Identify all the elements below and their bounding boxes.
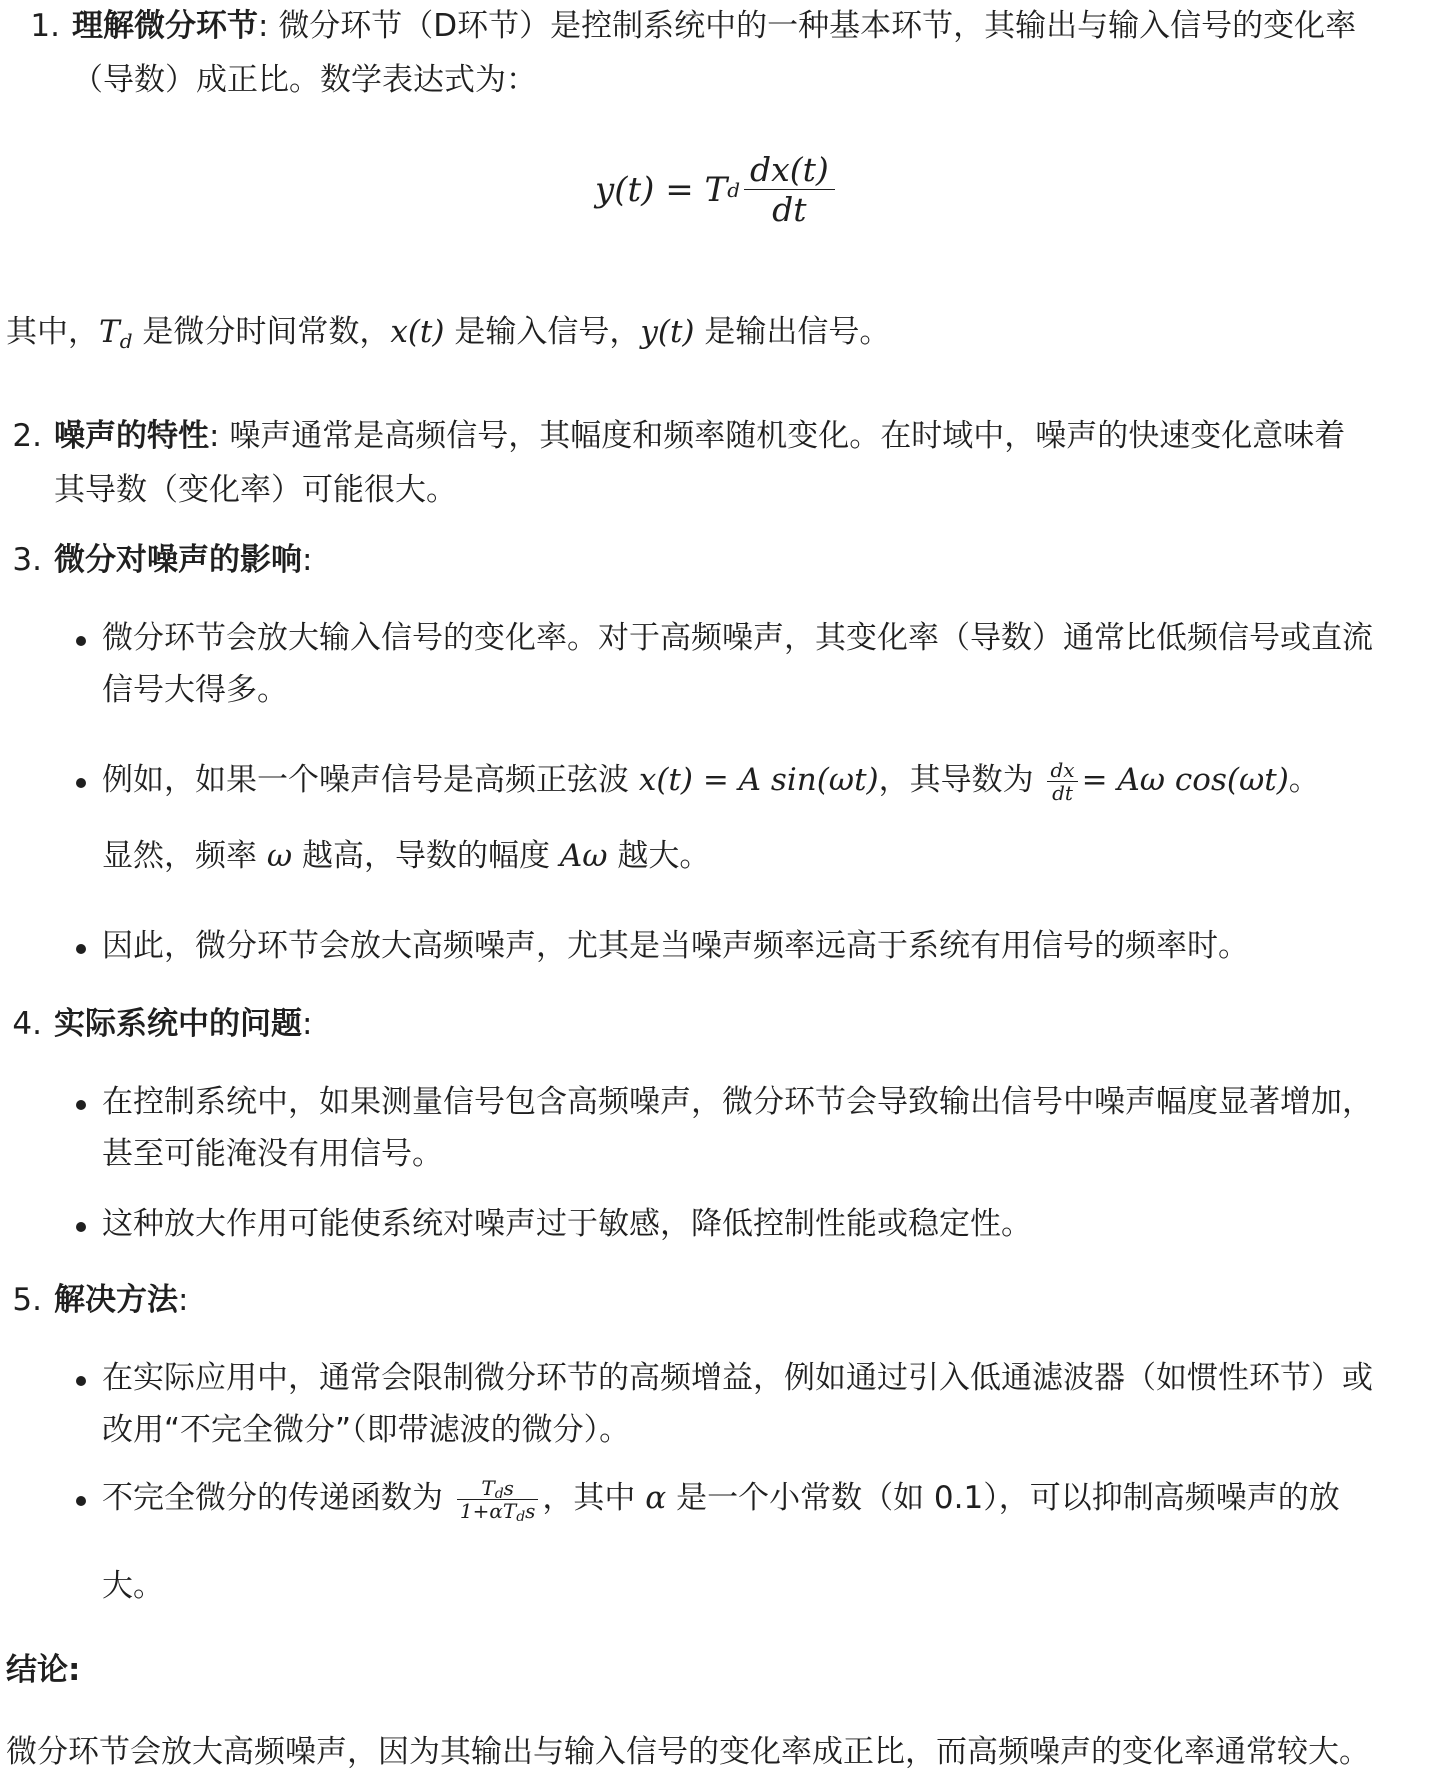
item-3-b2-d: 显然，频率 [102,838,267,874]
item-3-bullet-2-line-2 [102,830,710,882]
item-4-title: 实际系统中的问题 [54,1006,302,1042]
bullet-4-1 [76,1100,86,1110]
item-5-b2-fd-sub: d [516,1509,526,1525]
conclusion-heading: 结论: [6,1652,81,1688]
list-number-2: 2. [12,418,42,454]
item-4-colon: : [302,1006,313,1042]
item-5-b2-fraction [457,1476,539,1525]
item-3-b2-fraction [1047,759,1077,804]
equation-fraction [744,150,835,229]
item-5-title: 解决方法 [54,1282,178,1318]
item-4-bullet-1-line-1: 在控制系统中，如果测量信号包含高频噪声，微分环节会导致输出信号中噪声幅度显著增加， [102,1084,1373,1120]
item-5-b2-fn-t: T [481,1476,495,1500]
bullet-3-3 [76,944,86,954]
item-5-line-1 [54,1274,188,1326]
item-3-b2-m2: = Aω cos(ωt) [1081,762,1289,798]
equation-lhs: y(t) = T [595,169,728,210]
bullet-3-1 [76,636,86,646]
item-3-bullet-2-line-1 [102,754,1320,806]
item-1-line-1 [72,0,1356,52]
item-5-bullet-2-line-1 [102,1472,1340,1524]
item-2-colon: : [209,418,220,454]
list-number-1: 1. [30,8,60,44]
item-5-bullet-2-line-2: 大。 [102,1568,164,1604]
item-3-b2-m1: x(t) = A sin(ωt) [638,762,879,798]
explanation-td: T [99,314,120,350]
item-5-bullet-1-line-2: 改用“不完全微分”（即带滤波的微分）。 [102,1412,631,1448]
list-number-3: 3. [12,542,42,578]
item-5-b2-fraction-den [457,1499,539,1525]
item-3-bullet-1-line-1: 微分环节会放大输入信号的变化率。对于高频噪声，其变化率（导数）通常比低频信号或直流 [102,620,1373,656]
bullet-5-1 [76,1376,86,1386]
item-3-b2-aw: Aω [559,838,608,874]
item-2-line-1 [54,410,1345,462]
item-5-b2-b: ，其中 [542,1480,646,1516]
item-3-b2-f: 越大。 [607,838,711,874]
item-3-title: 微分对噪声的影响 [54,542,302,578]
item-5-b2-alpha: α [645,1480,667,1516]
conclusion-text: 微分环节会放大高频噪声，因为其输出与输入信号的变化率成正比，而高频噪声的变化率通常较大。 [6,1734,1370,1770]
bullet-5-2 [76,1496,86,1506]
explanation-td-sub: d [119,329,133,353]
item-3-b2-b: ，其导数为 [878,762,1044,798]
bullet-4-2 [76,1222,86,1232]
item-4-bullet-1-line-2: 甚至可能淹没有用信号。 [102,1136,443,1172]
item-1-title: 理解微分环节 [72,8,258,44]
item-3-b2-c: 。 [1288,762,1320,798]
item-5-bullet-1-line-1: 在实际应用中，通常会限制微分环节的高频增益，例如通过引入低通滤波器（如惯性环节）或 [102,1360,1373,1396]
item-4-bullet-2: 这种放大作用可能使系统对噪声过于敏感，降低控制性能或稳定性。 [102,1206,1032,1242]
explanation-xt: x(t) [390,314,445,350]
item-3-b2-fraction-den: dt [1052,781,1073,805]
item-5-colon: : [178,1282,189,1318]
explanation-yt: y(t) [640,314,695,350]
equation-numerator: dx(t) [744,150,835,190]
item-3-colon: : [302,542,313,578]
item-5-b2-fd-s: s [525,1499,536,1523]
item-3-b2-omega: ω [266,838,293,874]
explanation-d: 是输出信号。 [694,314,891,350]
explanation-c: 是输入信号， [444,314,641,350]
item-1-colon: : [258,8,269,44]
item-2-text-a: 噪声通常是高频信号，其幅度和频率随机变化。在时域中，噪声的快速变化意味着 [229,418,1346,454]
list-number-5: 5. [12,1282,42,1318]
item-3-bullet-3: 因此，微分环节会放大高频噪声，尤其是当噪声频率远高于系统有用信号的频率时。 [102,928,1249,964]
item-3-line-1 [54,534,312,586]
list-number-4: 4. [12,1006,42,1042]
explanation-b: 是微分时间常数， [132,314,391,350]
item-2-line-2: 其导数（变化率）可能很大。 [54,472,457,508]
item-5-b2-fn-s: s [503,1476,514,1500]
item-3-b2-fraction-num: dx [1047,759,1077,782]
explanation-a: 其中， [6,314,99,350]
equation-denominator: dt [772,190,807,229]
equation-explanation [6,306,890,358]
item-5-b2-fn-sub: d [494,1486,504,1502]
item-5-b2-fd-main: 1+αT [459,1499,517,1523]
item-4-line-1 [54,998,312,1050]
bullet-3-2 [76,778,86,788]
item-2-title: 噪声的特性 [54,418,209,454]
item-5-b2-c: 是一个小常数（如 0.1），可以抑制高频噪声的放 [666,1480,1340,1516]
item-3-b2-a: 例如，如果一个噪声信号是高频正弦波 [102,762,639,798]
item-5-b2-fraction-num [457,1477,539,1500]
item-3-bullet-1-line-2: 信号大得多。 [102,672,288,708]
item-1-text-a: 微分环节（D环节）是控制系统中的一种基本环节，其输出与输入信号的变化率 [278,8,1357,44]
item-5-b2-a: 不完全微分的传递函数为 [102,1480,453,1516]
item-1-line-2: （导数）成正比。数学表达式为： [72,62,537,98]
item-3-b2-e: 越高，导数的幅度 [292,838,560,874]
display-equation: y(t) = T d $\frac{dx(t)}{dt}$ [595,150,839,229]
